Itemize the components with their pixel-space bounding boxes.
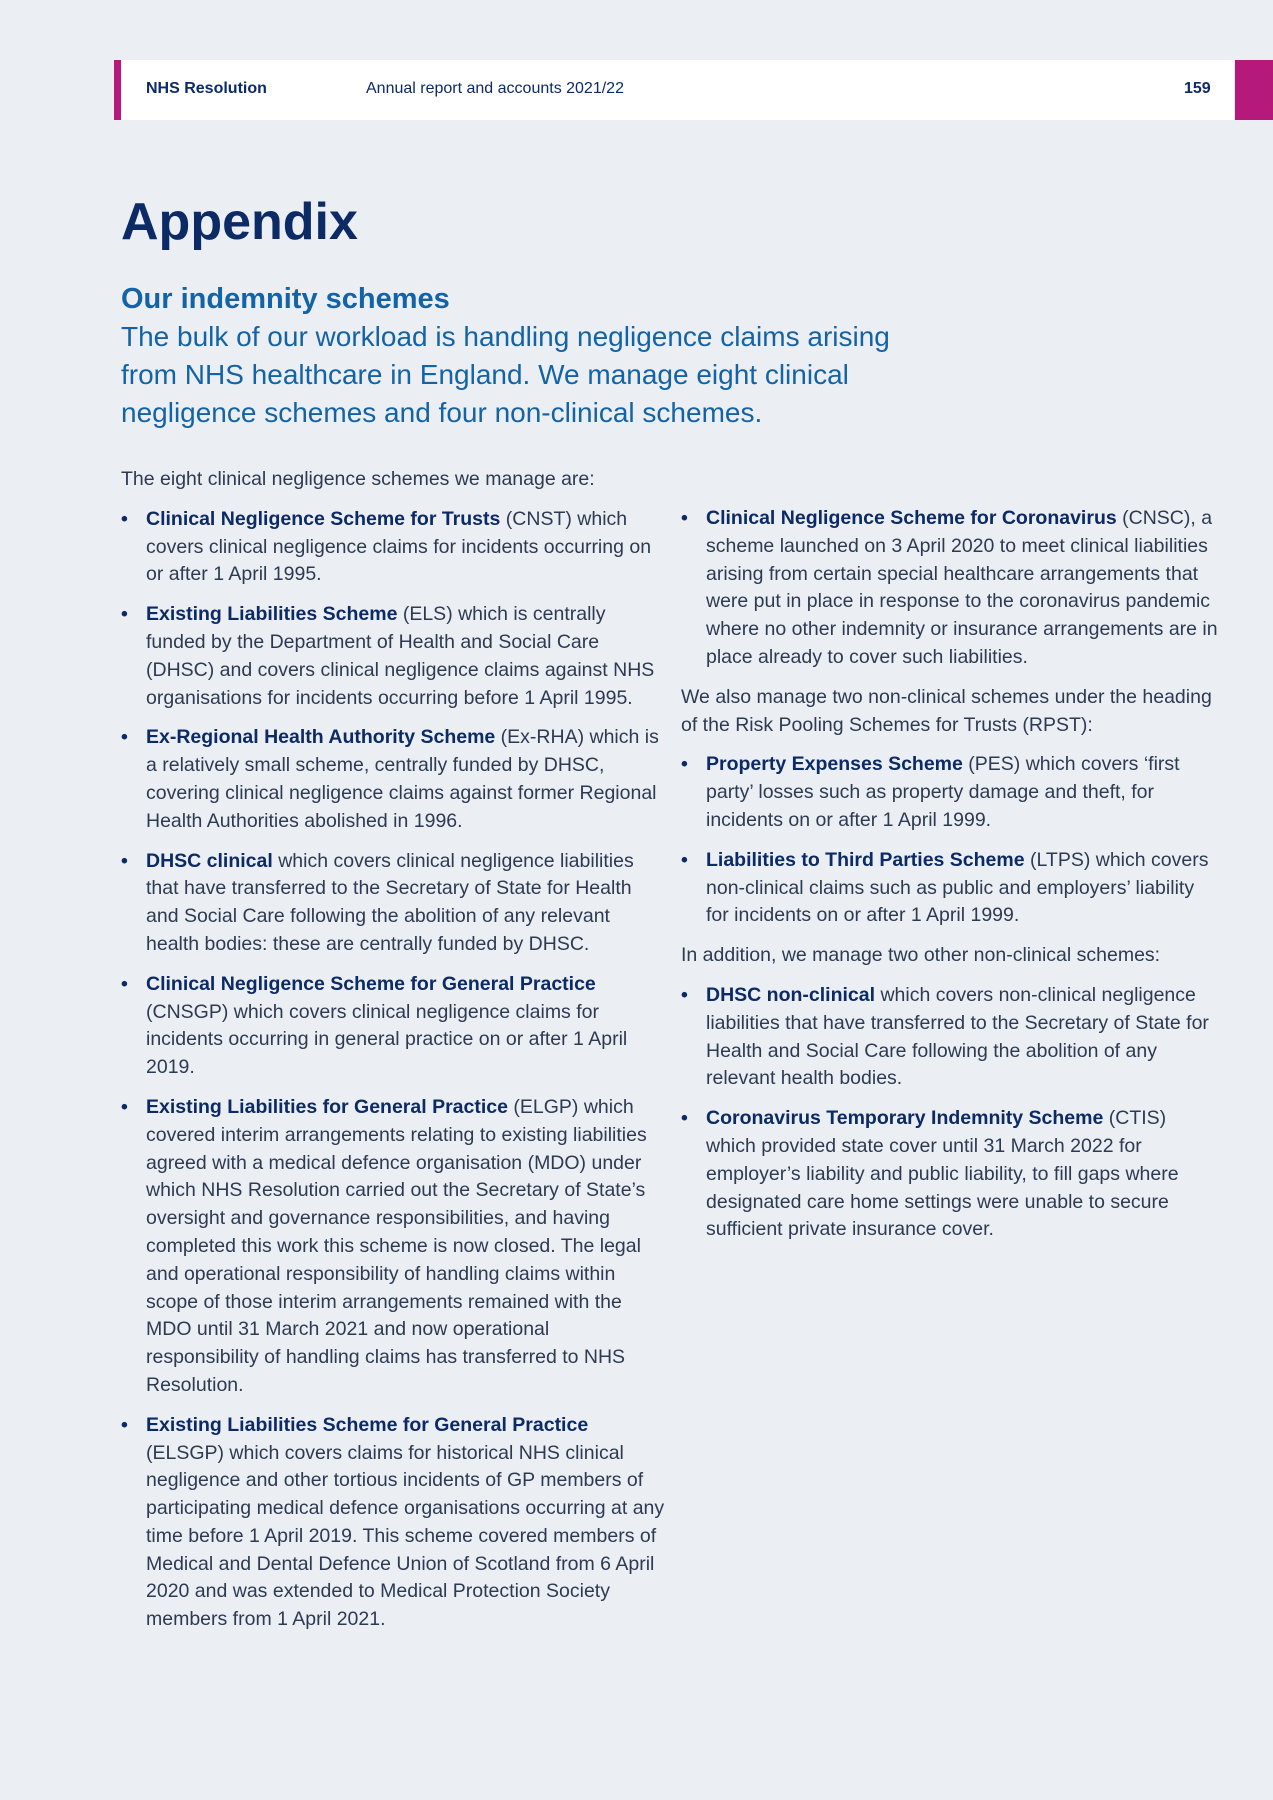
scheme-name: Existing Liabilities for General Practice bbox=[146, 1095, 508, 1118]
clinical-schemes-list bbox=[121, 506, 666, 1634]
clinical-intro: The eight clinical negligence schemes we manage are: bbox=[121, 468, 595, 490]
other-schemes-list bbox=[681, 982, 1221, 1244]
bullet-icon: • bbox=[681, 753, 688, 776]
scheme-description: (ELSGP) which covers claims for historical NHS clinical negligence and other tortious incidents of GP members of participating medical defence organisations occurring at any time before 1 April 2019. This scheme covered members of Medical and Dental Defence Union of Scotland from 6 April 2020 and was extended to Medical Protection Society members from 1 April 2021. bbox=[146, 1441, 665, 1631]
scheme-name: Ex-Regional Health Authority Scheme bbox=[146, 726, 496, 749]
scheme-description: (ELS) which is centrally funded by the Department of Health and Social Care (DHSC) and covers clinical negligence claims against NHS organisations for incidents occurring before 1 April 1995. bbox=[146, 603, 655, 709]
scheme-name: Clinical Negligence Scheme for Coronavirus bbox=[706, 507, 1117, 529]
bullet-icon: • bbox=[681, 848, 688, 871]
scheme-description: (CNST) which covers clinical negligence claims for incidents occurring on or after 1 April 1995. bbox=[146, 507, 652, 586]
left-column bbox=[121, 466, 666, 1646]
scheme-item bbox=[121, 1094, 666, 1400]
scheme-name: Property Expenses Scheme bbox=[706, 753, 963, 776]
scheme-description: which covers non-clinical negligence liabilities that have transferred to the Secretary of State for Health and Social Care following the abolition of any relevant health bodies. bbox=[706, 983, 1209, 1090]
bullet-icon: • bbox=[681, 507, 688, 529]
bullet-icon: • bbox=[681, 983, 688, 1006]
scheme-description: (Ex-RHA) which is a relatively small scheme, centrally funded by DHSC, covering clinical negligence claims against former Regional Health Authorities abolished in 1996. bbox=[146, 726, 659, 832]
header-accent-right bbox=[1235, 60, 1273, 120]
bullet-icon: • bbox=[121, 972, 128, 995]
scheme-name: Existing Liabilities Scheme bbox=[146, 603, 398, 626]
scheme-name: DHSC non-clinical bbox=[706, 983, 876, 1006]
clinical-schemes-list-continued bbox=[681, 505, 1221, 672]
scheme-item bbox=[121, 601, 666, 712]
scheme-description: (CNSGP) which covers clinical negligence claims for incidents occurring in general practice on or after 1 April 2019. bbox=[146, 1000, 628, 1079]
scheme-item bbox=[681, 505, 1221, 672]
scheme-description: (CTIS) which provided state cover until 31 March 2022 for employer’s liability and public liability, to fill gaps where designated care home settings were unable to secure sufficient private insurance cover. bbox=[706, 1107, 1179, 1241]
scheme-name: Coronavirus Temporary Indemnity Scheme bbox=[706, 1107, 1104, 1130]
scheme-item bbox=[121, 506, 666, 589]
other-intro: In addition, we manage two other non-clinical schemes: bbox=[681, 944, 1161, 967]
scheme-description: (LTPS) which covers non-clinical claims such as public and employers’ liability for incidents on or after 1 April 1999. bbox=[706, 848, 1209, 927]
scheme-name: Clinical Negligence Scheme for General Practice bbox=[146, 972, 596, 995]
section-heading: Our indemnity schemes bbox=[121, 283, 450, 315]
bullet-icon: • bbox=[121, 1413, 128, 1436]
scheme-description: which covers clinical negligence liabilities that have transferred to the Secretary of State for Health and Social Care following the abolition of any relevant health bodies: these are centrally funded by DHSC. bbox=[146, 849, 634, 955]
scheme-description: (ELGP) which covered interim arrangements relating to existing liabilities agreed with a medical defence organisation (MDO) under which NHS Resolution carried out the Secretary of State’s oversight and governance responsibilities, and having completed this work this scheme is now closed. The legal and operational responsibility of handling claims within scope of those interim arrangements remained with the MDO until 31 March 2021 and now operational responsibility of handling claims has transferred to NHS Resolution. bbox=[146, 1095, 647, 1396]
header-org: NHS Resolution bbox=[146, 80, 267, 97]
scheme-name: Existing Liabilities Scheme for General Practice bbox=[146, 1413, 589, 1436]
bullet-icon: • bbox=[121, 726, 128, 749]
rpst-intro: We also manage two non-clinical schemes under the heading of the Risk Pooling Schemes for Trusts (RPST): bbox=[681, 685, 1212, 736]
scheme-description: (CNSC), a scheme launched on 3 April 2020 to meet clinical liabilities arising from certain special healthcare arrangements that were put in place in response to the coronavirus pandemic where no other indemnity or insurance arrangements are in place already to cover such liabilities. bbox=[706, 507, 1218, 668]
scheme-item bbox=[121, 724, 666, 835]
bullet-icon: • bbox=[121, 603, 128, 626]
scheme-name: DHSC clinical bbox=[146, 849, 273, 872]
right-column bbox=[681, 505, 1221, 1256]
scheme-name: Liabilities to Third Parties Scheme bbox=[706, 848, 1025, 871]
header-report-title: Annual report and accounts 2021/22 bbox=[366, 80, 624, 97]
scheme-description: (PES) which covers ‘first party’ losses such as property damage and theft, for incidents on or after 1 April 1999. bbox=[706, 753, 1180, 831]
scheme-item bbox=[681, 751, 1221, 834]
bullet-icon: • bbox=[121, 507, 128, 530]
scheme-item bbox=[121, 848, 666, 959]
page-title: Appendix bbox=[121, 193, 358, 251]
header-bar bbox=[114, 60, 1234, 120]
scheme-item bbox=[121, 971, 666, 1082]
header-accent-left bbox=[114, 60, 121, 120]
scheme-item bbox=[681, 1105, 1221, 1244]
bullet-icon: • bbox=[121, 1095, 128, 1118]
bullet-icon: • bbox=[681, 1107, 688, 1130]
scheme-name: Clinical Negligence Scheme for Trusts bbox=[146, 507, 501, 530]
section-lead: The bulk of our workload is handling negligence claims arising from NHS healthcare in England. We manage eight clinical negligence schemes and four non-clinical schemes. bbox=[121, 321, 890, 428]
page-number: 159 bbox=[1184, 80, 1211, 97]
rpst-schemes-list bbox=[681, 751, 1221, 930]
bullet-icon: • bbox=[121, 849, 128, 872]
scheme-item bbox=[681, 982, 1221, 1093]
scheme-item bbox=[121, 1412, 666, 1634]
scheme-item bbox=[681, 847, 1221, 930]
